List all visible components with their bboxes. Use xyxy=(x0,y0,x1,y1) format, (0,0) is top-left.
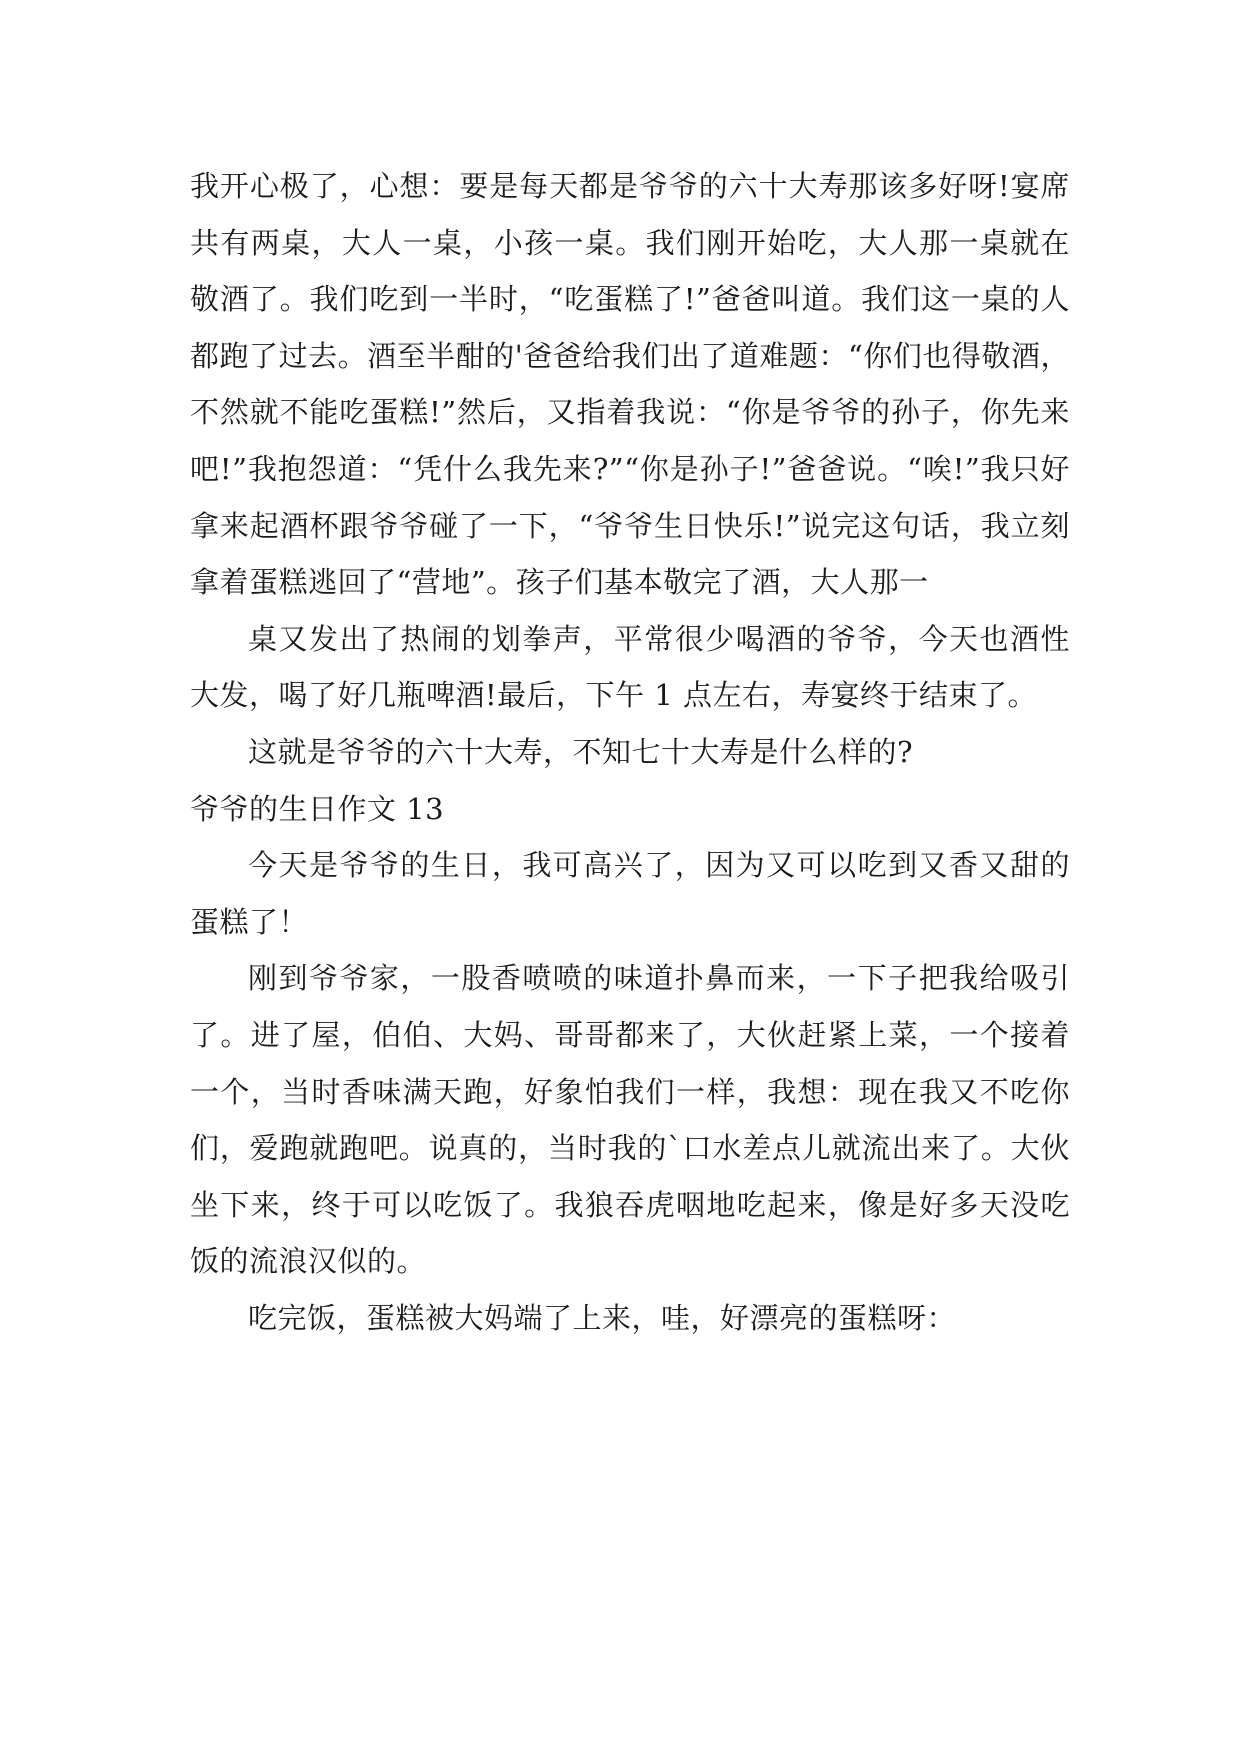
paragraph-5: 刚到爷爷家，一股香喷喷的味道扑鼻而来，一下子把我给吸引了。进了屋，伯伯、大妈、哥哥都来了，大伙赶紧上菜，一个接着一个，当时香味满天跑，好象怕我们一样，我想：现在我又不吃你们，爱跑就跑吧。说真的，当时我的`口水差点儿就流出来了。大伙坐下来，终于可以吃饭了。我狼吞虎咽地吃起来，像是好多天没吃饭的流浪汉似的。 xyxy=(190,961,1070,1279)
paragraph-3: 这就是爷爷的六十大寿，不知七十大寿是什么样的? xyxy=(248,734,914,769)
section-heading: 爷爷的生日作文 13 xyxy=(190,791,445,826)
paragraph-2: 桌又发出了热闹的划拳声，平常很少喝酒的爷爷，今天也酒性大发，喝了好几瓶啤酒!最后，下午 1 点左右，寿宴终于结束了。 xyxy=(190,621,1070,713)
paragraph-1: 我开心极了，心想：要是每天都是爷爷的六十大寿那该多好呀!宴席共有两桌，大人一桌，小孩一桌。我们刚开始吃，大人那一桌就在敬酒了。我们吃到一半时，“吃蛋糕了!”爸爸叫道。我们这一桌的人都跑了过去。酒至半酣的'爸爸给我们出了道难题：“你们也得敬酒，不然就不能吃蛋糕!”然后，又指着我说：“你是爷爷的孙子，你先来吧!”我抱怨道：“凭什么我先来?”“你是孙子!”爸爸说。“唉!”我只好拿来起酒杯跟爷爷碰了一下，“爷爷生日快乐!”说完这句话，我立刻拿着蛋糕逃回了“营地”。孩子们基本敬完了酒，大人那一 xyxy=(190,169,1070,600)
paragraph-6: 吃完饭，蛋糕被大妈端了上来，哇，好漂亮的蛋糕呀： xyxy=(248,1300,957,1335)
paragraph-4: 今天是爷爷的生日，我可高兴了，因为又可以吃到又香又甜的蛋糕了！ xyxy=(190,848,1070,939)
document-body xyxy=(190,158,1070,1346)
